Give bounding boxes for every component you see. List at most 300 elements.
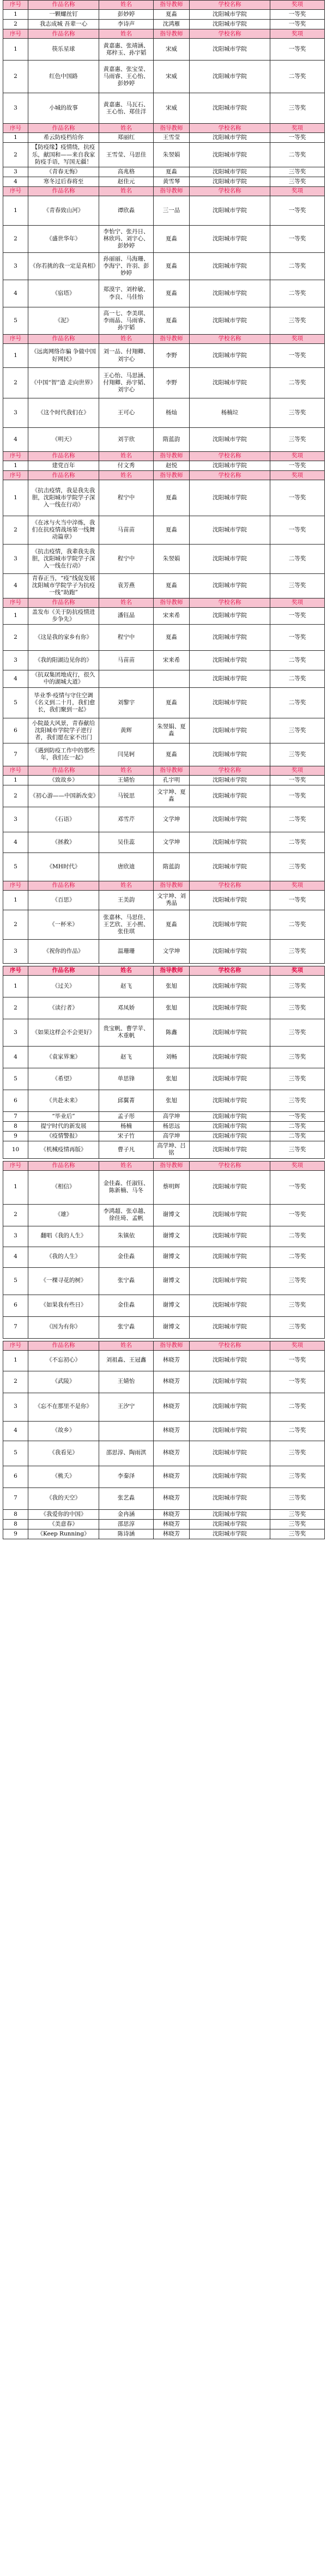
- award-row: [3, 545, 325, 574]
- header-name: 姓名: [99, 1341, 154, 1350]
- cell-teacher: 林晓芳: [154, 1529, 190, 1539]
- cell-seq: 7: [3, 743, 28, 766]
- cell-award: 三等奖: [270, 1295, 325, 1316]
- cell-award: 一等奖: [270, 890, 325, 910]
- cell-name: 闫晃轲: [99, 743, 154, 766]
- cell-school: 沈阳城市学院: [190, 20, 270, 29]
- cell-award: 一等奖: [270, 461, 325, 471]
- award-row: [3, 997, 325, 1019]
- cell-name: 唐欣迪: [99, 852, 154, 881]
- cell-teacher: 朱翌娟: [154, 143, 190, 167]
- cell-teacher: 李野: [154, 344, 190, 368]
- cell-school: 沈阳城市学院: [190, 10, 270, 20]
- header-teacher: 指导教师: [154, 335, 190, 344]
- cell-seq: 6: [3, 1090, 28, 1111]
- cell-name: 马苗苗: [99, 650, 154, 670]
- cell-teacher: 林晓芳: [154, 1487, 190, 1509]
- cell-name: 李鸿超、张卓越、徐佳琦、孟帆: [99, 1204, 154, 1226]
- award-row: [3, 368, 325, 398]
- award-row: [3, 939, 325, 963]
- cell-award: 二等奖: [270, 1247, 325, 1267]
- header-work: 作品名称: [28, 452, 99, 461]
- award-row: [3, 852, 325, 881]
- cell-name: 程宁中: [99, 545, 154, 574]
- header-seq: 序号: [3, 966, 28, 975]
- cell-seq: 2: [3, 226, 28, 253]
- cell-teacher: 隋蓝韵: [154, 428, 190, 452]
- cell-name: 金佳淼、任淑钰、陈新楠、马冬: [99, 1170, 154, 1204]
- award-row: [3, 61, 325, 93]
- cell-work: 《读行者》: [28, 997, 99, 1019]
- cell-award: 一等奖: [270, 10, 325, 20]
- cell-teacher: 文学坤: [154, 939, 190, 963]
- cell-school: 沈阳城市学院: [190, 1509, 270, 1519]
- cell-teacher: 夏淼: [154, 307, 190, 335]
- cell-school: 沈阳城市学院: [190, 1267, 270, 1295]
- cell-school: 沈阳城市学院: [190, 1487, 270, 1509]
- cell-seq: 4: [3, 280, 28, 307]
- cell-name: 谭欣淼: [99, 196, 154, 226]
- header-school: 学校名称: [190, 881, 270, 890]
- header-work: 作品名称: [28, 335, 99, 344]
- cell-name: 潘钰晶: [99, 607, 154, 624]
- cell-seq: 2: [3, 624, 28, 650]
- cell-name: 王婧怡: [99, 1371, 154, 1393]
- cell-name: [99, 670, 154, 687]
- header-name: 姓名: [99, 335, 154, 344]
- cell-work: 翻唱《我的人生》: [28, 1226, 99, 1247]
- award-row: [3, 480, 325, 516]
- award-row: [3, 10, 325, 20]
- cell-work: 《过关》: [28, 975, 99, 997]
- header-work: 作品名称: [28, 124, 99, 133]
- award-row: [3, 687, 325, 718]
- cell-seq: 6: [3, 718, 28, 743]
- cell-name: 郑漠宇、刘梓敏、李良、马佳怡: [99, 280, 154, 307]
- cell-teacher: 谢博文: [154, 1295, 190, 1316]
- cell-name: 吴佳蕊: [99, 832, 154, 852]
- cell-teacher: 林晓芳: [154, 1509, 190, 1519]
- cell-award: 二等奖: [270, 280, 325, 307]
- cell-teacher: 林晓芳: [154, 1393, 190, 1421]
- cell-school: 沈阳城市学院: [190, 280, 270, 307]
- cell-name: 程宁中: [99, 480, 154, 516]
- award-row: [3, 1204, 325, 1226]
- cell-award: 二等奖: [270, 1122, 325, 1132]
- cell-school: 沈阳城市学院: [190, 1421, 270, 1441]
- cell-seq: 6: [3, 1295, 28, 1316]
- cell-teacher: 宋来希: [154, 650, 190, 670]
- cell-award: 一等奖: [270, 624, 325, 650]
- award-row: [3, 1350, 325, 1371]
- cell-teacher: 张旭: [154, 1090, 190, 1111]
- cell-seq: 2: [3, 910, 28, 939]
- award-row: [3, 743, 325, 766]
- cell-award: 三等奖: [270, 1141, 325, 1158]
- cell-teacher: 谢博文: [154, 1267, 190, 1295]
- cell-name: 邵思淳: [99, 1519, 154, 1529]
- cell-name: 付文秀: [99, 461, 154, 471]
- award-row: [3, 1247, 325, 1267]
- header-seq: 序号: [3, 881, 28, 890]
- cell-seq: 4: [3, 1046, 28, 1068]
- cell-name: 赵佳元: [99, 177, 154, 186]
- header-teacher: 指导教师: [154, 29, 190, 39]
- cell-seq: 4: [3, 670, 28, 687]
- award-row: [3, 910, 325, 939]
- cell-work: 希云防疫档给你: [28, 133, 99, 143]
- cell-award: 三等奖: [270, 1267, 325, 1295]
- award-row: [3, 516, 325, 545]
- cell-work: 《如果这样会不会更好》: [28, 1019, 99, 1046]
- header-name: 姓名: [99, 1, 154, 10]
- cell-seq: 8: [3, 1509, 28, 1519]
- cell-work: 《武陵》: [28, 1371, 99, 1393]
- cell-teacher: 夏淼: [154, 480, 190, 516]
- cell-school: 沈阳城市学院: [190, 545, 270, 574]
- award-row: [3, 1371, 325, 1393]
- cell-school: 沈阳城市学院: [190, 253, 270, 280]
- cell-award: 三等奖: [270, 1509, 325, 1519]
- award-row: [3, 624, 325, 650]
- award-row: [3, 1170, 325, 1204]
- cell-teacher: 夏淼: [154, 226, 190, 253]
- cell-work: 《拯救》: [28, 832, 99, 852]
- header-teacher: 指导教师: [154, 471, 190, 480]
- cell-school: 沈阳城市学院: [190, 1046, 270, 1068]
- cell-award: 三等奖: [270, 852, 325, 881]
- header-seq: 序号: [3, 124, 28, 133]
- header-award: 奖项: [270, 1, 325, 10]
- cell-name: 曹子凡: [99, 1141, 154, 1158]
- cell-teacher: 谢博文: [154, 1226, 190, 1247]
- header-work: 作品名称: [28, 966, 99, 975]
- cell-school: 沈阳城市学院: [190, 1141, 270, 1158]
- cell-teacher: 林晓芳: [154, 1371, 190, 1393]
- cell-seq: 4: [3, 177, 28, 186]
- cell-teacher: 夏淼: [154, 624, 190, 650]
- cell-teacher: 宋威: [154, 61, 190, 93]
- cell-name: 黄嘉惠、马瓦石、王心怡、郑佳洋: [99, 93, 154, 124]
- header-seq: 序号: [3, 452, 28, 461]
- section-header-row: [3, 966, 325, 975]
- cell-school: 沈阳城市学院: [190, 1204, 270, 1226]
- cell-award: 三等奖: [270, 1487, 325, 1509]
- cell-name: 宋子竹: [99, 1132, 154, 1141]
- award-row: [3, 650, 325, 670]
- award-row: [3, 428, 325, 452]
- award-row: [3, 226, 325, 253]
- cell-work: 《盛世华年》: [28, 226, 99, 253]
- cell-work: 《宿塔》: [28, 280, 99, 307]
- cell-work: 《抗双集团地成行，很久中的湖城大道》: [28, 670, 99, 687]
- section-header-row: [3, 471, 325, 480]
- cell-teacher: 张旭: [154, 1068, 190, 1090]
- cell-seq: 5: [3, 1441, 28, 1466]
- cell-award: 一等奖: [270, 775, 325, 785]
- award-row: [3, 607, 325, 624]
- header-teacher: 指导教师: [154, 966, 190, 975]
- cell-teacher: 林晓芳: [154, 1350, 190, 1371]
- cell-work: 《相信》: [28, 1170, 99, 1204]
- cell-teacher: 孔宇明: [154, 775, 190, 785]
- cell-work: 《如果我有些日》: [28, 1295, 99, 1316]
- cell-seq: 2: [3, 785, 28, 807]
- cell-seq: 5: [3, 687, 28, 718]
- cell-work: 建党百年: [28, 461, 99, 471]
- cell-award: 一等奖: [270, 20, 325, 29]
- cell-seq: 2: [3, 143, 28, 167]
- header-work: 作品名称: [28, 187, 99, 196]
- cell-teacher: 沈鸿雁: [154, 20, 190, 29]
- cell-school: 沈阳城市学院: [190, 1466, 270, 1487]
- cell-teacher: 谢博文: [154, 1316, 190, 1338]
- section-header-row: [3, 1161, 325, 1170]
- header-school: 学校名称: [190, 335, 270, 344]
- cell-name: 单思锋: [99, 1068, 154, 1090]
- cell-name: 程宁中: [99, 624, 154, 650]
- cell-school: 沈阳城市学院: [190, 1350, 270, 1371]
- header-teacher: 指导教师: [154, 1341, 190, 1350]
- cell-school: 沈阳城市学院: [190, 1371, 270, 1393]
- header-seq: 序号: [3, 1341, 28, 1350]
- cell-school: 沈阳城市学院: [190, 832, 270, 852]
- award-row: [3, 807, 325, 832]
- cell-teacher: 陈鑫: [154, 1019, 190, 1046]
- cell-award: 三等奖: [270, 1068, 325, 1090]
- cell-school: 沈阳城市学院: [190, 480, 270, 516]
- cell-seq: 3: [3, 398, 28, 428]
- cell-seq: 3: [3, 253, 28, 280]
- header-name: 姓名: [99, 452, 154, 461]
- cell-seq: 9: [3, 1529, 28, 1539]
- header-teacher: 指导教师: [154, 598, 190, 607]
- cell-seq: 8: [3, 1519, 28, 1529]
- cell-teacher: 夏淼: [154, 574, 190, 598]
- cell-school: 沈阳城市学院: [190, 226, 270, 253]
- cell-teacher: 谢博文: [154, 1247, 190, 1267]
- cell-award: 一等奖: [270, 226, 325, 253]
- cell-school: 沈阳城市学院: [190, 177, 270, 186]
- header-award: 奖项: [270, 335, 325, 344]
- cell-school: 沈阳城市学院: [190, 997, 270, 1019]
- header-work: 作品名称: [28, 471, 99, 480]
- cell-work: 《故乡》: [28, 1421, 99, 1441]
- section-header-row: [3, 881, 325, 890]
- cell-name: 邓凤娇: [99, 997, 154, 1019]
- cell-name: 朱镇依: [99, 1226, 154, 1247]
- award-row: [3, 574, 325, 598]
- header-school: 学校名称: [190, 452, 270, 461]
- cell-award: 二等奖: [270, 832, 325, 852]
- cell-name: 赵飞: [99, 975, 154, 997]
- award-row: [3, 1519, 325, 1529]
- cell-seq: 4: [3, 428, 28, 452]
- cell-name: 袁芳燕: [99, 574, 154, 598]
- cell-school: 沈阳城市学院: [190, 1170, 270, 1204]
- cell-work: 盖发布《关于防抗疫情进步争先》: [28, 607, 99, 624]
- cell-teacher: 李野: [154, 368, 190, 398]
- cell-name: 金佳淼: [99, 1247, 154, 1267]
- cell-work: 《疫情警报》: [28, 1132, 99, 1141]
- award-row: [3, 133, 325, 143]
- header-award: 奖项: [270, 29, 325, 39]
- section-header-row: [3, 452, 325, 461]
- cell-award: 二等奖: [270, 1132, 325, 1141]
- cell-award: 一等奖: [270, 39, 325, 61]
- cell-work: 《桃夭》: [28, 1466, 99, 1487]
- cell-award: 三等奖: [270, 1529, 325, 1539]
- cell-seq: 5: [3, 852, 28, 881]
- cell-school: 沈阳城市学院: [190, 743, 270, 766]
- cell-award: 二等奖: [270, 670, 325, 687]
- cell-teacher: 张旭: [154, 975, 190, 997]
- cell-work: 《我的人生》: [28, 1247, 99, 1267]
- cell-school: 沈阳城市学院: [190, 133, 270, 143]
- cell-work: 《雄》: [28, 1204, 99, 1226]
- cell-seq: 2: [3, 20, 28, 29]
- cell-teacher: 宋威: [154, 39, 190, 61]
- cell-name: 杨楠: [99, 1122, 154, 1132]
- cell-seq: 7: [3, 1316, 28, 1338]
- award-row: [3, 20, 325, 29]
- cell-school: 沈阳城市学院: [190, 1090, 270, 1111]
- cell-work: 《明天》: [28, 428, 99, 452]
- cell-school: 沈阳城市学院: [190, 1132, 270, 1141]
- cell-award: 二等奖: [270, 253, 325, 280]
- cell-name: 温珊珊: [99, 939, 154, 963]
- award-row: [3, 1421, 325, 1441]
- cell-name: 刘祖淼、王冠鑫: [99, 1350, 154, 1371]
- cell-school: 沈阳城市学院: [190, 1226, 270, 1247]
- cell-work: 《这是我的家乡有你》: [28, 624, 99, 650]
- cell-school: 沈阳城市学院: [190, 574, 270, 598]
- cell-name: 刘芋欣: [99, 428, 154, 452]
- header-work: 作品名称: [28, 1, 99, 10]
- cell-award: 三等奖: [270, 1466, 325, 1487]
- cell-teacher: 夏淼: [154, 910, 190, 939]
- cell-seq: 1: [3, 480, 28, 516]
- cell-name: 郑丽红: [99, 133, 154, 143]
- award-row: [3, 398, 325, 428]
- award-row: [3, 1509, 325, 1519]
- header-work: 作品名称: [28, 29, 99, 39]
- award-row: [3, 280, 325, 307]
- cell-work: 红色中国路: [28, 61, 99, 93]
- award-row: [3, 1068, 325, 1090]
- cell-teacher: 夏淼: [154, 167, 190, 177]
- cell-seq: 1: [3, 344, 28, 368]
- cell-work: 《忘不在那里不是你》: [28, 1393, 99, 1421]
- cell-seq: 3: [3, 1226, 28, 1247]
- header-seq: 序号: [3, 471, 28, 480]
- cell-name: [99, 1421, 154, 1441]
- cell-seq: 2: [3, 61, 28, 93]
- cell-work: 一颗螺丝钉: [28, 10, 99, 20]
- section-header-row: [3, 335, 325, 344]
- cell-seq: 5: [3, 1068, 28, 1090]
- cell-work: 《Keep Running》: [28, 1529, 99, 1539]
- cell-seq: 2: [3, 997, 28, 1019]
- cell-work: 《我的天空》: [28, 1487, 99, 1509]
- cell-name: 彭妙婷: [99, 10, 154, 20]
- cell-school: 沈阳城市学院: [190, 196, 270, 226]
- cell-seq: 6: [3, 1466, 28, 1487]
- cell-school: 沈阳城市学院: [190, 650, 270, 670]
- award-row: [3, 93, 325, 124]
- cell-work: 《中国“智”造 走向世界》: [28, 368, 99, 398]
- cell-name: 黄辉: [99, 718, 154, 743]
- cell-name: 高兆格: [99, 167, 154, 177]
- cell-award: 三等奖: [270, 177, 325, 186]
- award-row: [3, 832, 325, 852]
- header-award: 奖项: [270, 124, 325, 133]
- cell-school: 沈阳城市学院: [190, 1122, 270, 1132]
- cell-school: 沈阳城市学院: [190, 167, 270, 177]
- cell-name: 金冉涵: [99, 1509, 154, 1519]
- cell-seq: 10: [3, 1141, 28, 1158]
- cell-award: 三等奖: [270, 167, 325, 177]
- header-seq: 序号: [3, 1, 28, 10]
- cell-work: 小院最大风景，青春献给沈阳城市学院学子逆行者，我们愿在家不出门: [28, 718, 99, 743]
- cell-award: 三等奖: [270, 574, 325, 598]
- cell-seq: 1: [3, 1170, 28, 1204]
- award-row: [3, 196, 325, 226]
- cell-award: 二等奖: [270, 545, 325, 574]
- cell-award: 一等奖: [270, 1111, 325, 1121]
- cell-seq: 3: [3, 545, 28, 574]
- cell-teacher: 三一品: [154, 196, 190, 226]
- cell-seq: 2: [3, 516, 28, 545]
- cell-award: 三等奖: [270, 975, 325, 997]
- cell-school: 沈阳城市学院: [190, 1111, 270, 1121]
- award-row: [3, 177, 325, 186]
- cell-award: 一等奖: [270, 344, 325, 368]
- awards-table: [3, 0, 325, 1539]
- award-row: [3, 253, 325, 280]
- cell-teacher: 杨灿: [154, 398, 190, 428]
- cell-work: 《这个时代我们在》: [28, 398, 99, 428]
- cell-work: 《我看见》: [28, 1441, 99, 1466]
- cell-name: 邵思淳、陶雨淇: [99, 1441, 154, 1466]
- section-header-row: [3, 29, 325, 39]
- cell-work: “毕业后”: [28, 1111, 99, 1121]
- cell-work: 【防疫缘】疫情绕，抗疫乐，献国和——来自我家防疫手语，写国无疆！: [28, 143, 99, 167]
- cell-school: 沈阳城市学院: [190, 852, 270, 881]
- cell-award: 一等奖: [270, 1170, 325, 1204]
- cell-school: 沈阳城市学院: [190, 607, 270, 624]
- award-row: [3, 785, 325, 807]
- cell-award: 二等奖: [270, 61, 325, 93]
- cell-school: 杨楠垃: [190, 398, 270, 428]
- section-header-row: [3, 1, 325, 10]
- section-header-row: [3, 1341, 325, 1350]
- cell-teacher: 王雪莹: [154, 133, 190, 143]
- cell-teacher: 林晓芳: [154, 1441, 190, 1466]
- cell-award: 三等奖: [270, 1046, 325, 1068]
- cell-school: 沈阳城市学院: [190, 1441, 270, 1466]
- award-row: [3, 670, 325, 687]
- cell-seq: 3: [3, 939, 28, 963]
- header-school: 学校名称: [190, 124, 270, 133]
- award-row: [3, 307, 325, 335]
- cell-seq: 1: [3, 1350, 28, 1371]
- cell-seq: 1: [3, 775, 28, 785]
- header-name: 姓名: [99, 187, 154, 196]
- cell-seq: 9: [3, 1132, 28, 1141]
- cell-school: 沈阳城市学院: [190, 687, 270, 718]
- cell-school: 沈阳城市学院: [190, 1393, 270, 1421]
